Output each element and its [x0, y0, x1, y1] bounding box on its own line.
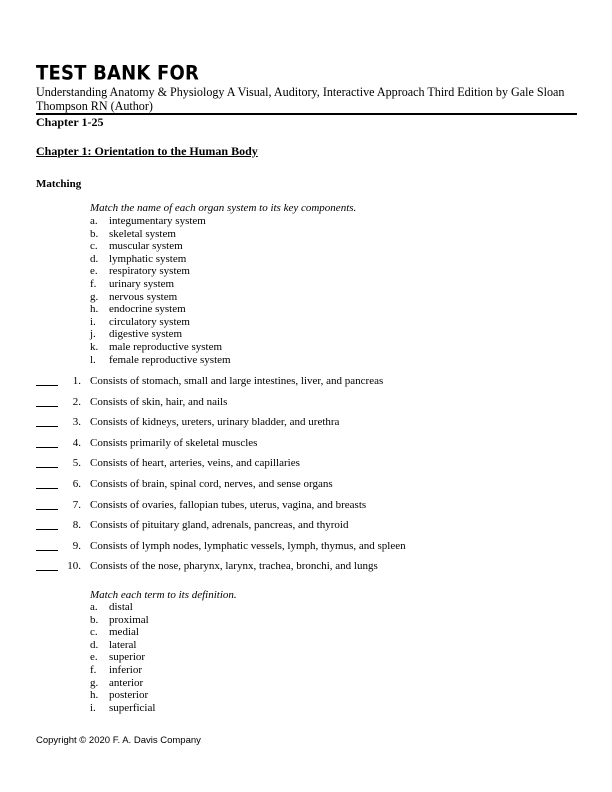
option-item: [90, 341, 231, 354]
option-item: [90, 651, 155, 664]
copyright-footer: Copyright © 2020 F. A. Davis Company: [36, 735, 201, 746]
question-text: Consists primarily of skeletal muscles: [90, 436, 258, 449]
test-bank-title: TEST BANK FOR: [36, 62, 200, 85]
option-letter: l.: [90, 353, 96, 366]
option-text: urinary system: [109, 277, 175, 290]
option-item: [90, 228, 231, 241]
option-letter: f.: [90, 277, 97, 290]
option-text: nervous system: [109, 290, 178, 303]
question-number: 6.: [72, 477, 81, 490]
question-number: 1.: [72, 375, 81, 387]
option-text: medial: [109, 626, 139, 639]
option-text: endocrine system: [109, 303, 186, 316]
option-letter: h.: [90, 303, 99, 316]
option-letter: e.: [90, 265, 98, 278]
chapter-heading: Chapter 1: Orientation to the Human Body: [36, 144, 258, 158]
option-letter: h.: [90, 689, 99, 702]
option-text: female reproductive system: [109, 353, 231, 366]
set1-instruction: Match the name of each organ system to its key components.: [90, 202, 357, 214]
question-number: 9.: [72, 539, 81, 552]
option-text: integumentary system: [109, 215, 206, 227]
option-item: [90, 614, 155, 627]
option-item: [90, 278, 231, 291]
option-item: [90, 664, 155, 677]
question-number: 7.: [72, 498, 81, 511]
question-text: Consists of the nose, pharynx, larynx, trachea, bronchi, and lungs: [90, 560, 378, 573]
option-letter: b.: [90, 613, 99, 626]
question-text: Consists of kidneys, ureters, urinary bladder, and urethra: [90, 416, 340, 429]
option-letter: i.: [90, 315, 96, 328]
option-item: [90, 601, 155, 614]
option-text: lateral: [109, 638, 137, 651]
option-item: [90, 677, 155, 690]
option-text: digestive system: [109, 328, 183, 341]
option-text: circulatory system: [109, 315, 190, 328]
option-item: [90, 253, 231, 266]
option-letter: i.: [90, 701, 96, 714]
option-letter: k.: [90, 340, 99, 353]
option-item: [90, 215, 231, 228]
option-letter: e.: [90, 651, 98, 664]
option-item: [90, 240, 231, 253]
option-text: lymphatic system: [109, 252, 187, 265]
option-letter: f.: [90, 663, 97, 676]
option-item: [90, 702, 155, 715]
option-item: [90, 639, 155, 652]
set2-option-list: [90, 601, 155, 714]
question-text: Consists of lymph nodes, lymphatic vessels, lymph, thymus, and spleen: [90, 539, 406, 552]
set1-option-list: [90, 215, 231, 366]
option-letter: d.: [90, 252, 99, 265]
option-letter: c.: [90, 626, 98, 639]
option-item: [90, 354, 231, 367]
option-text: superior: [109, 651, 146, 664]
option-item: [90, 689, 155, 702]
set2-instruction: Match each term to its definition.: [90, 589, 237, 601]
question-number: 2.: [72, 395, 81, 408]
option-letter: j.: [90, 328, 96, 341]
option-letter: a.: [90, 601, 98, 613]
question-number: 5.: [72, 457, 81, 470]
option-text: proximal: [109, 613, 149, 626]
book-title: Understanding Anatomy & Physiology A Visual, Auditory, Interactive Approach Third Edition by Gale Sloan Thompson RN (Author): [36, 85, 565, 113]
question-number: 3.: [72, 416, 81, 429]
question-number: 4.: [72, 436, 81, 449]
option-item: [90, 626, 155, 639]
option-text: anterior: [109, 676, 144, 689]
option-item: [90, 328, 231, 341]
question-text: Consists of brain, spinal cord, nerves, and sense organs: [90, 477, 333, 490]
option-letter: c.: [90, 240, 98, 253]
option-letter: a.: [90, 215, 98, 227]
option-text: superficial: [109, 701, 156, 714]
question-text: Consists of pituitary gland, adrenals, pancreas, and thyroid: [90, 519, 349, 532]
chapter-range: Chapter 1-25: [36, 115, 104, 129]
option-text: inferior: [109, 663, 142, 676]
question-text: Consists of ovaries, fallopian tubes, uterus, vagina, and breasts: [90, 498, 367, 511]
option-letter: g.: [90, 290, 99, 303]
header-rule: [36, 113, 577, 115]
question-number: 10.: [67, 560, 81, 573]
question-text: Consists of skin, hair, and nails: [90, 395, 228, 408]
option-letter: d.: [90, 638, 99, 651]
option-item: [90, 265, 231, 278]
option-text: posterior: [109, 689, 149, 702]
option-letter: g.: [90, 676, 99, 689]
option-text: respiratory system: [109, 265, 190, 278]
option-text: male reproductive system: [109, 340, 223, 353]
question-text: Consists of stomach, small and large intestines, liver, and pancreas: [90, 375, 384, 387]
section-label: Matching: [36, 178, 82, 190]
option-text: skeletal system: [109, 227, 176, 240]
option-text: muscular system: [109, 240, 183, 253]
option-item: [90, 303, 231, 316]
option-letter: b.: [90, 227, 99, 240]
option-item: [90, 316, 231, 329]
option-item: [90, 291, 231, 304]
question-text: Consists of heart, arteries, veins, and capillaries: [90, 457, 300, 470]
question-number: 8.: [72, 519, 81, 532]
option-text: distal: [109, 601, 133, 613]
